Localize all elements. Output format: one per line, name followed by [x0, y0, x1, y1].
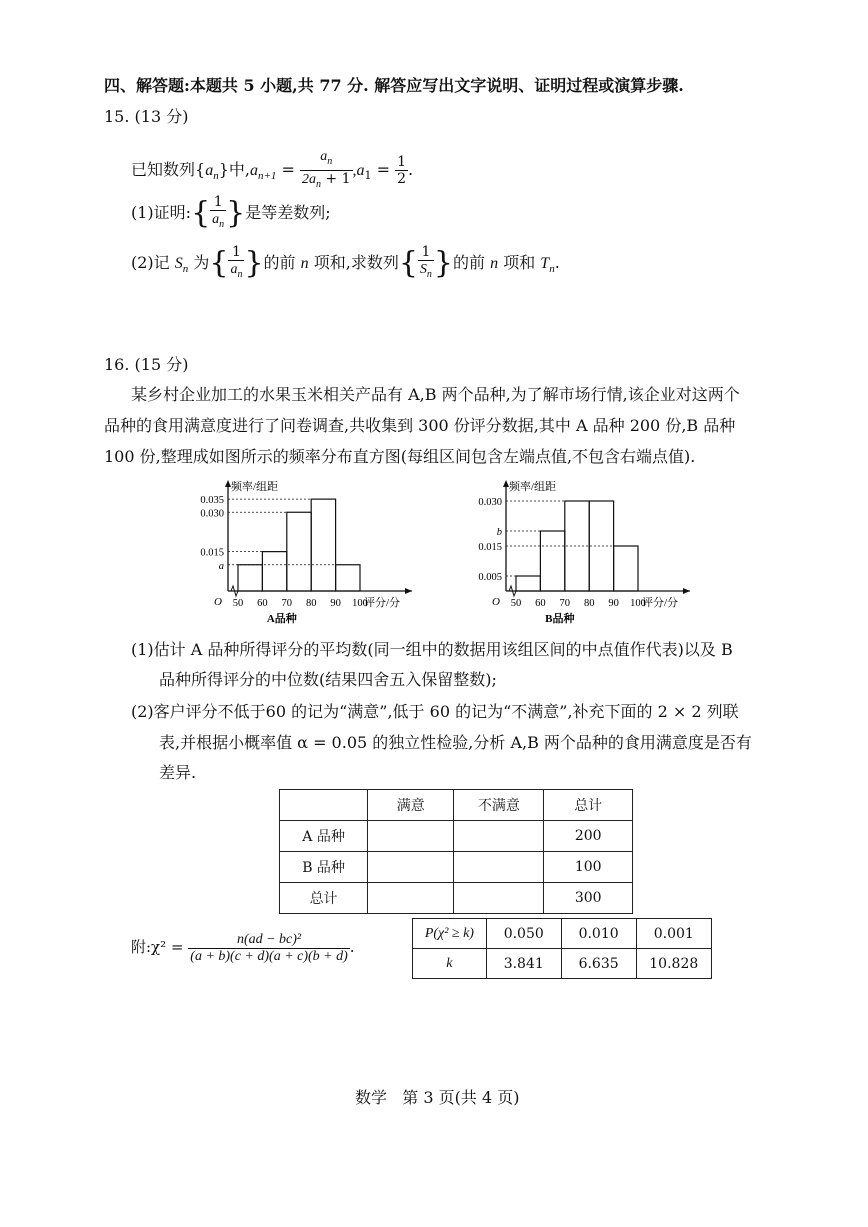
chart-a-x-arrow: [405, 588, 412, 594]
q16-intro-line1: 某乡村企业加工的水果玉米相关产品有 A,B 两个品种,为了解市场行情,该企业对这两个: [131, 385, 740, 404]
chart-b-bar: [516, 576, 540, 591]
chart-b-y-label: 频率/组距: [509, 481, 557, 493]
chart-a-x-tick-label: 90: [330, 598, 341, 609]
chart-b-x-tick-label: 80: [583, 598, 595, 609]
chart-a-x-label: 评分/分: [364, 597, 401, 609]
table-row: 总计 300: [280, 883, 633, 914]
chart-b-y-tick-label: 0.030: [478, 497, 502, 508]
q16-part2-line3: 差异.: [159, 763, 197, 782]
chart-b-x-tick-label: 70: [559, 598, 571, 609]
given-mid: }中,: [218, 159, 250, 179]
table-row: P(χ² ≥ k) 0.050 0.010 0.001: [413, 919, 712, 949]
chart-a-bar: [262, 552, 286, 591]
chart-a-x-tick-label: 70: [281, 598, 293, 609]
chart-b-y-tick-label: b: [496, 527, 502, 538]
chart-b-x-tick-label: 50: [510, 598, 522, 609]
chart-b-plot: [478, 479, 690, 625]
histogram-a: [190, 478, 450, 638]
q15-part2: (2)记 $S_n$ 为{ $\frac{1}{a_n}$ }的前 n 项和,求数列{ $\frac{1}{S_n}$ }的前 n 项和 $T_n$.: [131, 244, 560, 281]
critical-value-table: [412, 918, 712, 979]
chart-a-y-tick-label: a: [218, 560, 224, 572]
chart-a-origin-label: O: [214, 596, 222, 608]
q16-number: 16. (15 分): [104, 355, 189, 374]
chart-a-title: A品种: [266, 613, 297, 625]
recurrence-lhs: a: [249, 161, 258, 179]
chart-b-bar: [540, 531, 564, 591]
chart-a-y-tick-label: 0.035: [200, 495, 224, 507]
section-heading: 四、解答题:本题共 5 小题,共 77 分. 解答应写出文字说明、证明过程或演算步骤.: [104, 76, 684, 95]
q16-part2-line1: (2)客户评分不低于60 的记为“满意”,低于 60 的记为“不满意”,补充下面的 2 × 2 列联: [131, 702, 739, 721]
given-prefix: 已知数列{: [131, 159, 206, 179]
recurrence-fraction: $\frac{a_n}{2a_n + 1}$: [301, 149, 351, 190]
chart-a-plot: [200, 479, 412, 625]
chart-b-y-tick-label: 0.005: [478, 572, 502, 583]
chart-b-x-tick-label: 100: [630, 598, 646, 609]
table-row: A 品种 200: [280, 821, 633, 852]
chart-b-origin-label: O: [492, 596, 500, 608]
q16-part1-line1: (1)估计 A 品种所得评分的平均数(同一组中的数据用该组区间的中点值作代表)以及 B: [131, 640, 733, 659]
chart-a-y-tick-label: 0.015: [200, 547, 224, 559]
chart-a-y-label: 频率/组距: [231, 481, 279, 493]
q15-part1: (1)证明:{ $\frac{1}{a_n}$ }是等差数列;: [131, 194, 331, 231]
chart-b-bar: [565, 501, 589, 591]
q15-number: 15. (13 分): [104, 107, 189, 126]
chart-a-x-tick-label: 60: [257, 598, 268, 609]
table-row: 满意 不满意 总计: [280, 790, 633, 821]
chart-b-x-tick-label: 90: [608, 598, 619, 609]
chart-a-bar: [287, 512, 311, 591]
chart-b-bar: [589, 501, 613, 591]
chart-a-y-tick-label: 0.030: [200, 508, 224, 520]
a1-text: ,a: [352, 161, 365, 179]
chart-b-y-tick-label: 0.015: [478, 542, 502, 553]
chart-a-bar: [336, 565, 360, 591]
chart-b-x-label: 评分/分: [642, 597, 679, 609]
chi-square-formula: 附:χ² = $\frac{\text{n(ad − bc)²}}{(a + b)(c + d)(a + c)(b + d)}$ .: [131, 931, 355, 964]
q16-intro-line3: 100 份,整理成如图所示的频率分布直方图(每组区间包含左端点值,不包含右端点值).: [104, 447, 696, 466]
a1-fraction: $\frac{1}{2}$: [397, 153, 407, 187]
q16-part1-line2: 品种所得评分的中位数(结果四舍五入保留整数);: [159, 670, 497, 689]
table-row: k 3.841 6.635 10.828: [413, 949, 712, 979]
q16-intro-line2: 品种的食用满意度进行了问卷调查,共收集到 300 份评分数据,其中 A 品种 200 份,B 品种: [104, 416, 736, 435]
chart-b-title: B品种: [545, 613, 575, 625]
chart-a-bar: [238, 565, 262, 591]
table-row: B 品种 100: [280, 852, 633, 883]
given-seq: a: [205, 161, 214, 179]
chart-b-x-tick-label: 60: [535, 598, 546, 609]
q15-given: 已知数列$\{a_n\}$中$,a_{n+1}$ = $\frac{a_n}{2a_n + 1}$ $,a_1$ = $\frac{1}{2}$ .: [131, 148, 413, 196]
contingency-table: [279, 789, 633, 914]
chart-a-bar: [311, 499, 335, 591]
histogram-b: [468, 478, 728, 638]
chart-b-bar: [614, 546, 638, 591]
q16-part2-line2: 表,并根据小概率值 α = 0.05 的独立性检验,分析 A,B 两个品种的食用满意度是否有: [159, 733, 752, 752]
chart-a-x-tick-label: 50: [232, 598, 244, 609]
chart-b-x-arrow: [683, 588, 690, 594]
chart-a-x-tick-label: 80: [305, 598, 317, 609]
page-footer: 数学 第 3 页(共 4 页): [355, 1088, 520, 1107]
chart-a-x-tick-label: 100: [352, 598, 368, 609]
